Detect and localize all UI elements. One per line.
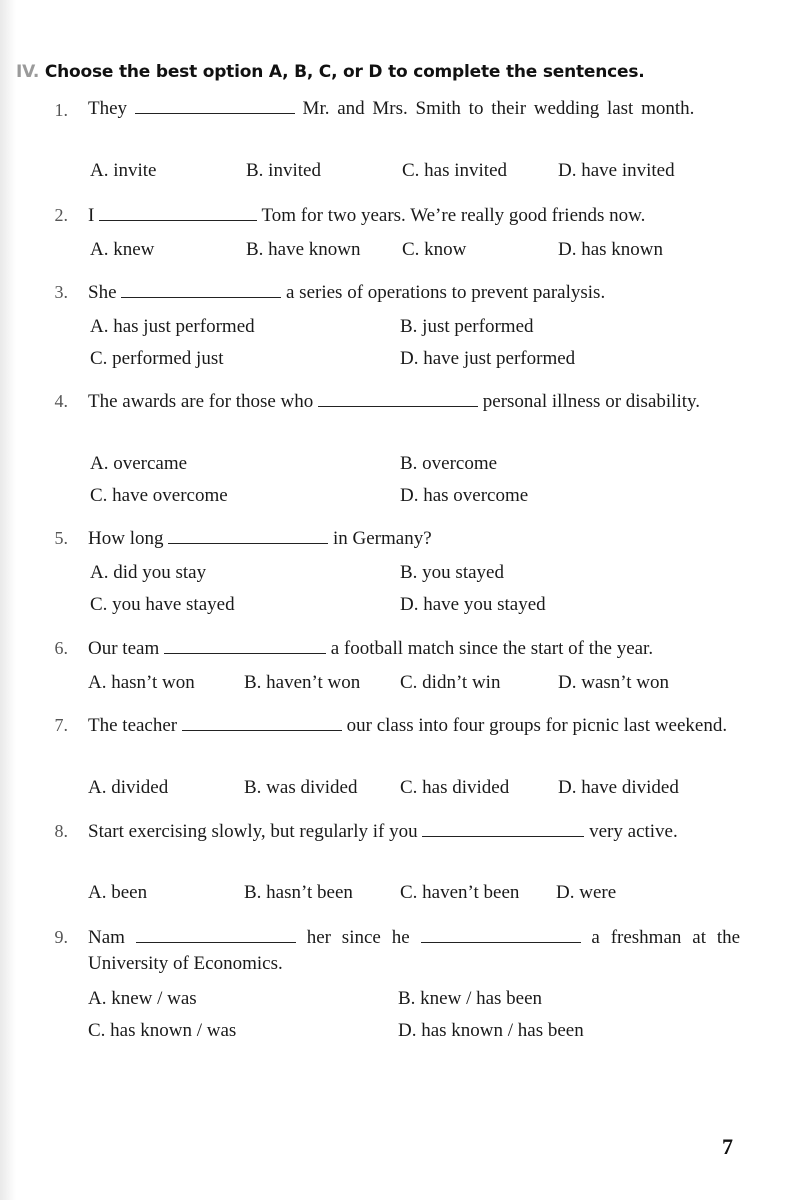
option-b[interactable]: B. overcome — [400, 453, 498, 474]
question-text-after: a freshman at the University of Economics. — [88, 927, 741, 974]
option-c[interactable]: C. haven’t been — [400, 882, 520, 903]
answer-blank-2[interactable] — [421, 925, 581, 943]
option-a[interactable]: A. invite — [90, 160, 157, 181]
answer-blank[interactable] — [135, 96, 295, 114]
question-text — [88, 389, 740, 415]
question-text-after: personal illness or disability. — [482, 391, 701, 412]
question-text — [88, 96, 740, 122]
question-number: 9. — [54, 927, 68, 947]
option-d[interactable]: D. were — [556, 882, 617, 903]
option-a[interactable]: A. hasn’t won — [88, 672, 195, 693]
answer-blank-1[interactable] — [136, 925, 296, 943]
question-text-before: How long — [88, 528, 164, 549]
option-d[interactable]: D. have divided — [558, 777, 679, 798]
section-instruction: Choose the best option A, B, C, or D to complete the sentences. — [44, 62, 645, 82]
answer-blank[interactable] — [121, 280, 281, 298]
question-text — [88, 526, 740, 552]
question-number: 3. — [54, 282, 68, 302]
option-d[interactable]: D. has known / has been — [398, 1020, 584, 1041]
option-b[interactable]: B. was divided — [244, 777, 358, 798]
option-a[interactable]: A. knew — [90, 239, 155, 260]
option-d[interactable]: D. have you stayed — [400, 594, 546, 615]
option-b[interactable]: B. you stayed — [400, 562, 504, 583]
option-c[interactable]: C. you have stayed — [90, 594, 235, 615]
option-a[interactable]: A. did you stay — [90, 562, 207, 583]
section-roman-numeral: IV. — [16, 62, 40, 82]
option-b[interactable]: B. have known — [246, 239, 361, 260]
question-text — [88, 203, 740, 229]
option-d[interactable]: D. have just performed — [400, 348, 576, 369]
option-a[interactable]: A. been — [88, 882, 148, 903]
option-a[interactable]: A. divided — [88, 777, 169, 798]
question-text — [88, 280, 740, 306]
question-number: 6. — [54, 638, 68, 658]
question-text — [88, 713, 740, 739]
option-d[interactable]: D. wasn’t won — [558, 672, 670, 693]
question-number: 2. — [54, 205, 68, 225]
answer-blank[interactable] — [168, 526, 328, 544]
option-b[interactable]: B. knew / has been — [398, 988, 543, 1009]
answer-blank[interactable] — [182, 713, 342, 731]
option-c[interactable]: C. has divided — [400, 777, 510, 798]
option-c[interactable]: C. know — [402, 239, 467, 260]
question-number: 1. — [54, 100, 68, 120]
option-b[interactable]: B. hasn’t been — [244, 882, 353, 903]
option-c[interactable]: C. has invited — [402, 160, 508, 181]
option-b[interactable]: B. just performed — [400, 316, 534, 337]
question-text-after: Tom for two years. We’re really good friends now. — [261, 205, 646, 226]
question-text-after: very active. — [589, 821, 678, 842]
question-text-before: Start exercising slowly, but regularly if you — [88, 821, 418, 842]
question-text-after: a series of operations to prevent paralysis. — [286, 282, 606, 303]
question-text-before: Our team — [88, 638, 160, 659]
question-number: 5. — [54, 528, 68, 548]
section-title — [16, 62, 645, 82]
question-number: 4. — [54, 391, 68, 411]
question-text-after: in Germany? — [332, 528, 432, 549]
question-text-after: Mr. and Mrs. Smith to their wedding last month. — [302, 98, 695, 119]
option-a[interactable]: A. knew / was — [88, 988, 197, 1009]
question-text — [88, 636, 740, 662]
option-b[interactable]: B. haven’t won — [244, 672, 361, 693]
question-text-before: I — [88, 205, 95, 226]
answer-blank[interactable] — [422, 819, 584, 837]
answer-blank[interactable] — [99, 203, 257, 221]
answer-blank[interactable] — [164, 636, 326, 654]
question-text-after: our class into four groups for picnic last weekend. — [346, 715, 728, 736]
option-d[interactable]: D. has known — [558, 239, 664, 260]
question-text-before: Nam — [88, 927, 125, 948]
question-text-before: The teacher — [88, 715, 178, 736]
page-number: 7 — [722, 1134, 733, 1159]
question-text — [88, 925, 740, 977]
question-text-middle: her since he — [306, 927, 410, 948]
option-d[interactable]: D. has overcome — [400, 485, 529, 506]
question-text-before: They — [88, 98, 128, 119]
question-number: 7. — [54, 715, 68, 735]
question-text-before: She — [88, 282, 117, 303]
option-c[interactable]: C. have overcome — [90, 485, 228, 506]
page-gutter-shadow — [0, 0, 16, 1200]
question-text-after: a football match since the start of the year. — [330, 638, 654, 659]
option-c[interactable]: C. didn’t win — [400, 672, 501, 693]
option-c[interactable]: C. performed just — [90, 348, 224, 369]
question-text-before: The awards are for those who — [88, 391, 314, 412]
option-a[interactable]: A. has just performed — [90, 316, 255, 337]
question-number: 8. — [54, 821, 68, 841]
question-text — [88, 819, 740, 845]
option-a[interactable]: A. overcame — [90, 453, 188, 474]
option-d[interactable]: D. have invited — [558, 160, 675, 181]
option-b[interactable]: B. invited — [246, 160, 321, 181]
option-c[interactable]: C. has known / was — [88, 1020, 237, 1041]
answer-blank[interactable] — [318, 389, 478, 407]
